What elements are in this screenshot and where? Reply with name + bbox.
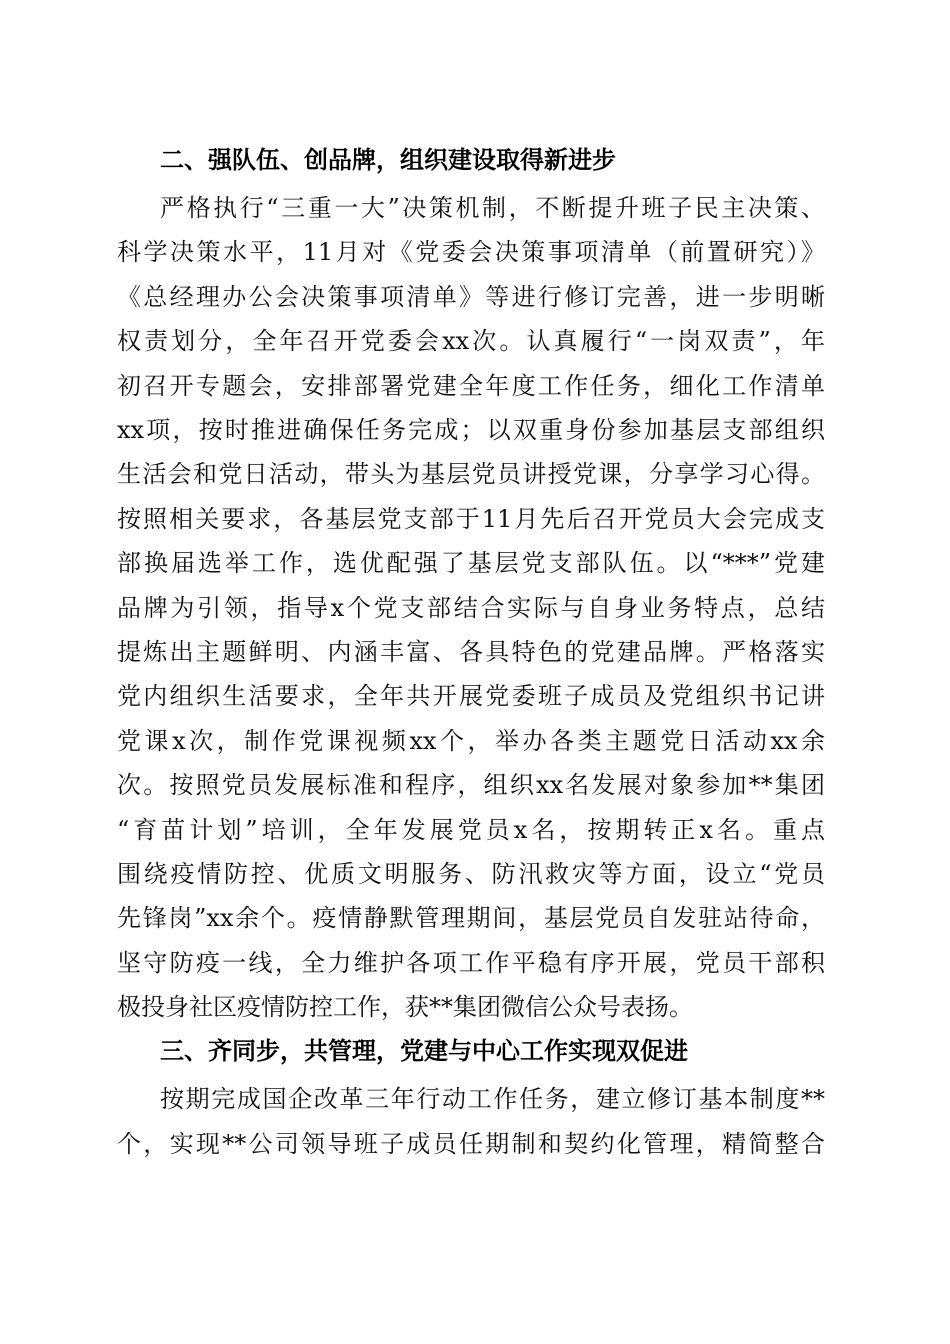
paragraph-line: 生活会和党日活动，带头为基层党员讲授党课，分享学习心得。 — [117, 460, 825, 489]
paragraph-line: 部换届选举工作，选优配强了基层党支部队伍。以“***”党建 — [117, 549, 825, 578]
paragraph-line: 《总经理办公会决策事项清单》等进行修订完善，进一步明晰 — [117, 282, 825, 311]
paragraph-line: 次。按照党员发展标准和程序，组织xx名发展对象参加**集团 — [117, 771, 825, 800]
paragraph-line: 按期完成国企改革三年行动工作任务，建立修订基本制度** — [160, 1085, 825, 1114]
paragraph-line: 品牌为引领，指导x个党支部结合实际与自身业务特点，总结 — [117, 593, 825, 622]
paragraph-line: 围绕疫情防控、优质文明服务、防汛救灾等方面，设立“党员 — [117, 860, 825, 888]
paragraph-line: “育苗计划”培训，全年发展党员x名，按期转正x名。重点 — [117, 815, 825, 844]
paragraph-line: 极投身社区疫情防控工作，获**集团微信公众号表扬。 — [117, 993, 693, 1022]
paragraph-line: 严格执行“三重一大”决策机制，不断提升班子民主决策、 — [160, 194, 825, 222]
paragraph-line: 提炼出主题鲜明、内涵丰富、各具特色的党建品牌。严格落实 — [117, 638, 825, 666]
section-heading: 二、强队伍、创品牌，组织建设取得新进步 — [160, 146, 616, 174]
paragraph-line: 权责划分，全年召开党委会xx次。认真履行“一岗双责”，年 — [117, 327, 825, 356]
paragraph-line: 个，实现**公司领导班子成员任期制和契约化管理，精简整合 — [117, 1129, 825, 1158]
paragraph-line: 初召开专题会，安排部署党建全年度工作任务，细化工作清单 — [117, 371, 825, 400]
paragraph-line: 先锋岗”xx余个。疫情静默管理期间，基层党员自发驻站待命， — [117, 904, 825, 933]
paragraph-line: 坚守防疫一线，全力维护各项工作平稳有序开展，党员干部积 — [117, 948, 825, 977]
paragraph-line: 党内组织生活要求，全年共开展党委班子成员及党组织书记讲 — [117, 682, 825, 711]
paragraph-line: 党课x次，制作党课视频xx个，举办各类主题党日活动xx余 — [117, 726, 825, 755]
paragraph-line: 按照相关要求，各基层党支部于11月先后召开党员大会完成支 — [117, 504, 825, 533]
paragraph-line: xx项，按时推进确保任务完成；以双重身份参加基层支部组织 — [117, 416, 825, 444]
paragraph-line: 科学决策水平，11月对《党委会决策事项清单（前置研究）》 — [117, 238, 825, 267]
section-heading: 三、齐同步，共管理，党建与中心工作实现双促进 — [160, 1037, 688, 1066]
